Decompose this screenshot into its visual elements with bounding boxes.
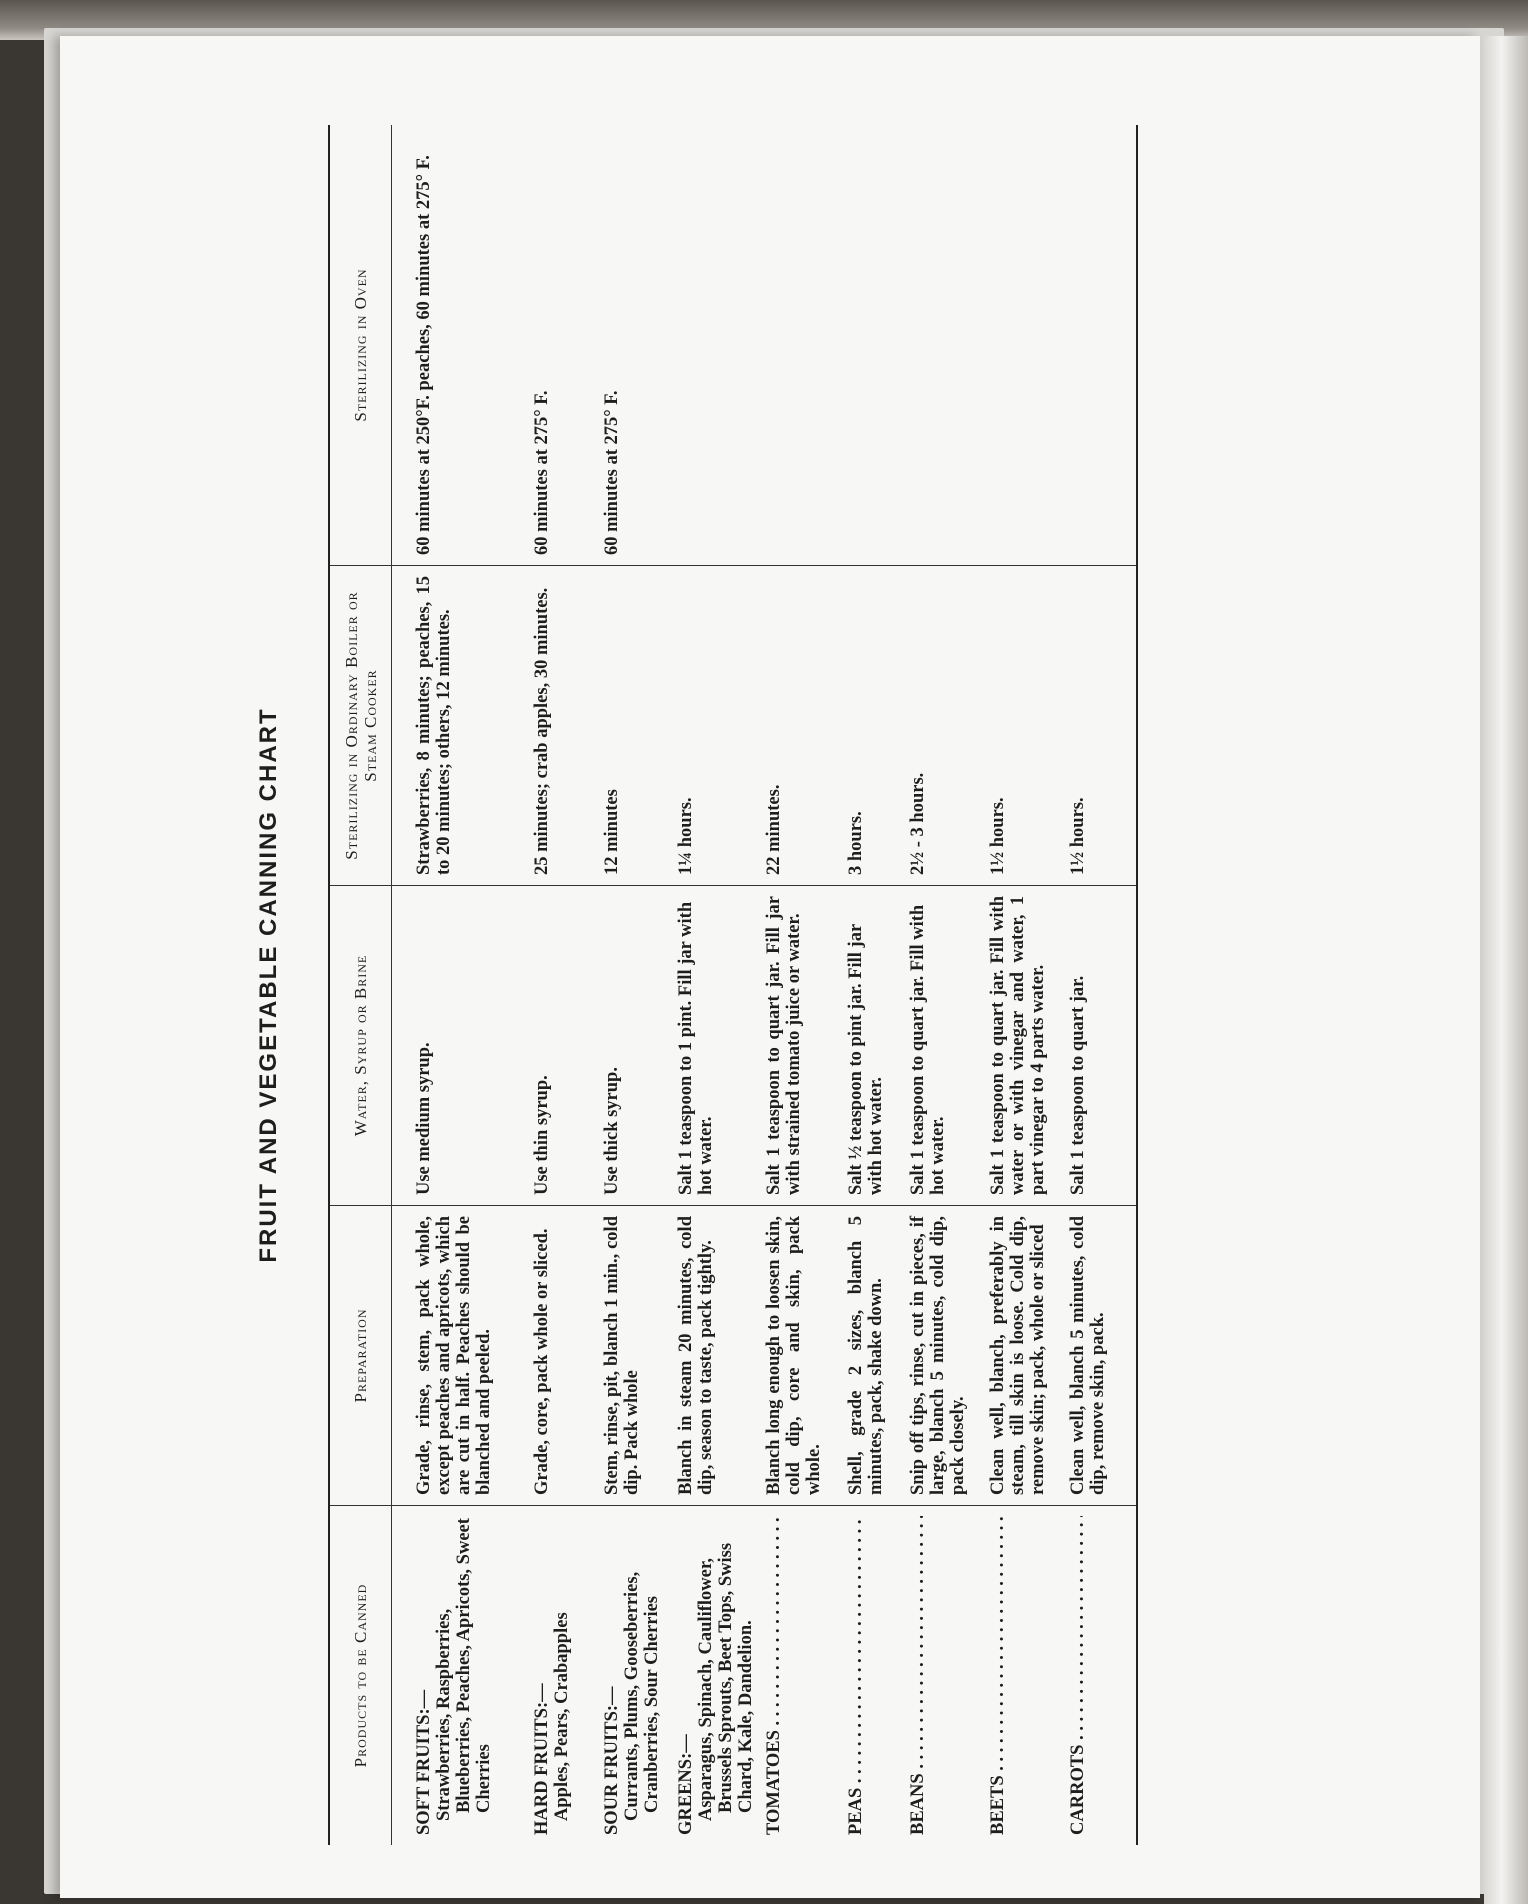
oven-cell: 60 minutes at 250°F. peaches, 60 minutes at 275° F. [414,155,434,555]
header-products: Products to be Canned [330,1505,392,1845]
product-name: TOMATOES . . . [764,1516,784,1835]
oven-cell [904,125,972,565]
row-spacer [972,125,984,1845]
product-cell [842,1505,890,1845]
product-cell [904,1505,972,1845]
liquid-cell: Salt ½ teaspoon to pint jar. Fill jar with hot water. [842,885,890,1205]
product-detail: Strawberries, Raspberries, Blueberries, Peaches, Apricots, Sweet Cherries [434,1518,494,1821]
boiler-cell: 1½ hours. [1064,565,1112,885]
product-cell [1064,1505,1112,1845]
row-spacer [1052,125,1064,1845]
boiler-cell: 12 minutes [598,565,666,885]
preparation-cell: Snip off tips, rinse, cut in pieces, if large, blanch 5 minutes, cold dip, pack closely. [904,1205,972,1505]
preparation-cell: Clean well, blanch 5 minutes, cold dip, remove skin, pack. [1064,1205,1112,1505]
product-name: CARROTS . . . [1068,1516,1088,1835]
oven-cell [672,125,760,565]
boiler-cell: 1¼ hours. [672,565,760,885]
product-cell [984,1505,1052,1845]
product-detail: Asparagus, Spinach, Cauliflower, Brussels Sprouts, Beet Tops, Swiss Chard, Kale, Dandelion. [696,1542,756,1821]
product-cell [672,1505,760,1845]
oven-cell [760,125,828,565]
preparation-cell: Blanch in steam 20 minutes, cold dip, season to taste, pack tightly. [672,1205,760,1505]
product-name: BEANS . . . [908,1516,928,1835]
chart-title: FRUIT AND VEGETABLE CANNING CHART [255,707,282,1263]
table-row [598,125,666,1845]
page-gutter [1484,36,1528,1904]
boiler-cell: Strawberries, 8 minutes; peaches, 15 to 20 minutes; others, 12 minutes. [392,565,498,885]
liquid-cell: Salt 1 teaspoon to quart jar. Fill with hot water. [904,885,972,1205]
table-row [1064,125,1112,1845]
table-row [984,125,1052,1845]
table-row [392,125,498,1845]
row-spacer [828,125,842,1845]
product-name: GREENS:— [676,1734,696,1835]
preparation-cell: Grade, core, pack whole or sliced. [528,1205,576,1505]
liquid-cell: Use medium syrup. [392,885,498,1205]
row-spacer [498,125,528,1845]
canning-table [328,125,1138,1845]
liquid-cell: Salt 1 teaspoon to quart jar. [1064,885,1112,1205]
liquid-cell: Use thick syrup. [598,885,666,1205]
preparation-cell: Blanch long enough to loosen skin, cold dip, core and skin, pack whole. [760,1205,828,1505]
table-row [904,125,972,1845]
product-cell [598,1505,666,1845]
oven-cell [1064,125,1112,565]
boiler-cell: 1½ hours. [984,565,1052,885]
product-name: SOFT FRUITS:— [414,1689,434,1835]
oven-cell: 60 minutes at 275° F. [602,390,622,555]
preparation-cell: Grade, rinse, stem, pack whole, except peaches and apricots, which are cut in half. Peaches should be blanched and peeled. [392,1205,498,1505]
preparation-cell: Shell, grade 2 sizes, blanch 5 minutes, pack, shake down. [842,1205,890,1505]
product-name: HARD FRUITS:— [532,1683,552,1835]
table-row [672,125,760,1845]
liquid-cell: Salt 1 teaspoon to quart jar. Fill with water or with vinegar and water, 1 part vinegar to 4 parts water. [984,885,1052,1205]
liquid-cell: Salt 1 teaspoon to quart jar. Fill jar with strained tomato juice or water. [760,885,828,1205]
row-spacer [1112,125,1136,1845]
product-detail: Apples, Pears, Crabapples [552,1612,572,1821]
row-spacer [576,125,598,1845]
row-spacer [890,125,904,1845]
preparation-cell: Clean well, blanch, preferably in steam, till skin is loose. Cold dip, remove skin; pack, whole or sliced [984,1205,1052,1505]
product-cell [760,1505,828,1845]
header-liquid: Water, Syrup or Brine [330,885,392,1205]
header-preparation: Preparation [330,1205,392,1505]
oven-cell: 60 minutes at 275° F. [532,390,552,555]
boiler-cell: 22 minutes. [760,565,828,885]
table-bottom-rule [1136,125,1138,1845]
product-detail: Currants, Plums, Gooseberries, Cranberries, Sour Cherries [622,1571,662,1821]
table-row [528,125,576,1845]
table-row [760,125,828,1845]
boiler-cell: 3 hours. [842,565,890,885]
table-header-row [330,125,392,1845]
boiler-cell: 25 minutes; crab apples, 30 minutes. [528,565,576,885]
header-oven: Sterilizing in Oven [330,125,392,565]
product-name: PEAS . . . [846,1516,866,1835]
oven-cell [984,125,1052,565]
oven-cell [842,125,890,565]
product-name: SOUR FRUITS:— [602,1686,622,1835]
table-row [842,125,890,1845]
liquid-cell: Salt 1 teaspoon to 1 pint. Fill jar with hot water. [672,885,760,1205]
header-boiler: Sterilizing in Ordinary Boiler or Steam Cooker [330,565,392,885]
product-cell [528,1505,576,1845]
preparation-cell: Stem, rinse, pit, blanch 1 min., cold dip. Pack whole [598,1205,666,1505]
product-cell [392,1505,498,1845]
liquid-cell: Use thin syrup. [528,885,576,1205]
product-name: BEETS . . . [988,1516,1008,1835]
canning-chart [240,125,1280,1845]
boiler-cell: 2½ - 3 hours. [904,565,972,885]
